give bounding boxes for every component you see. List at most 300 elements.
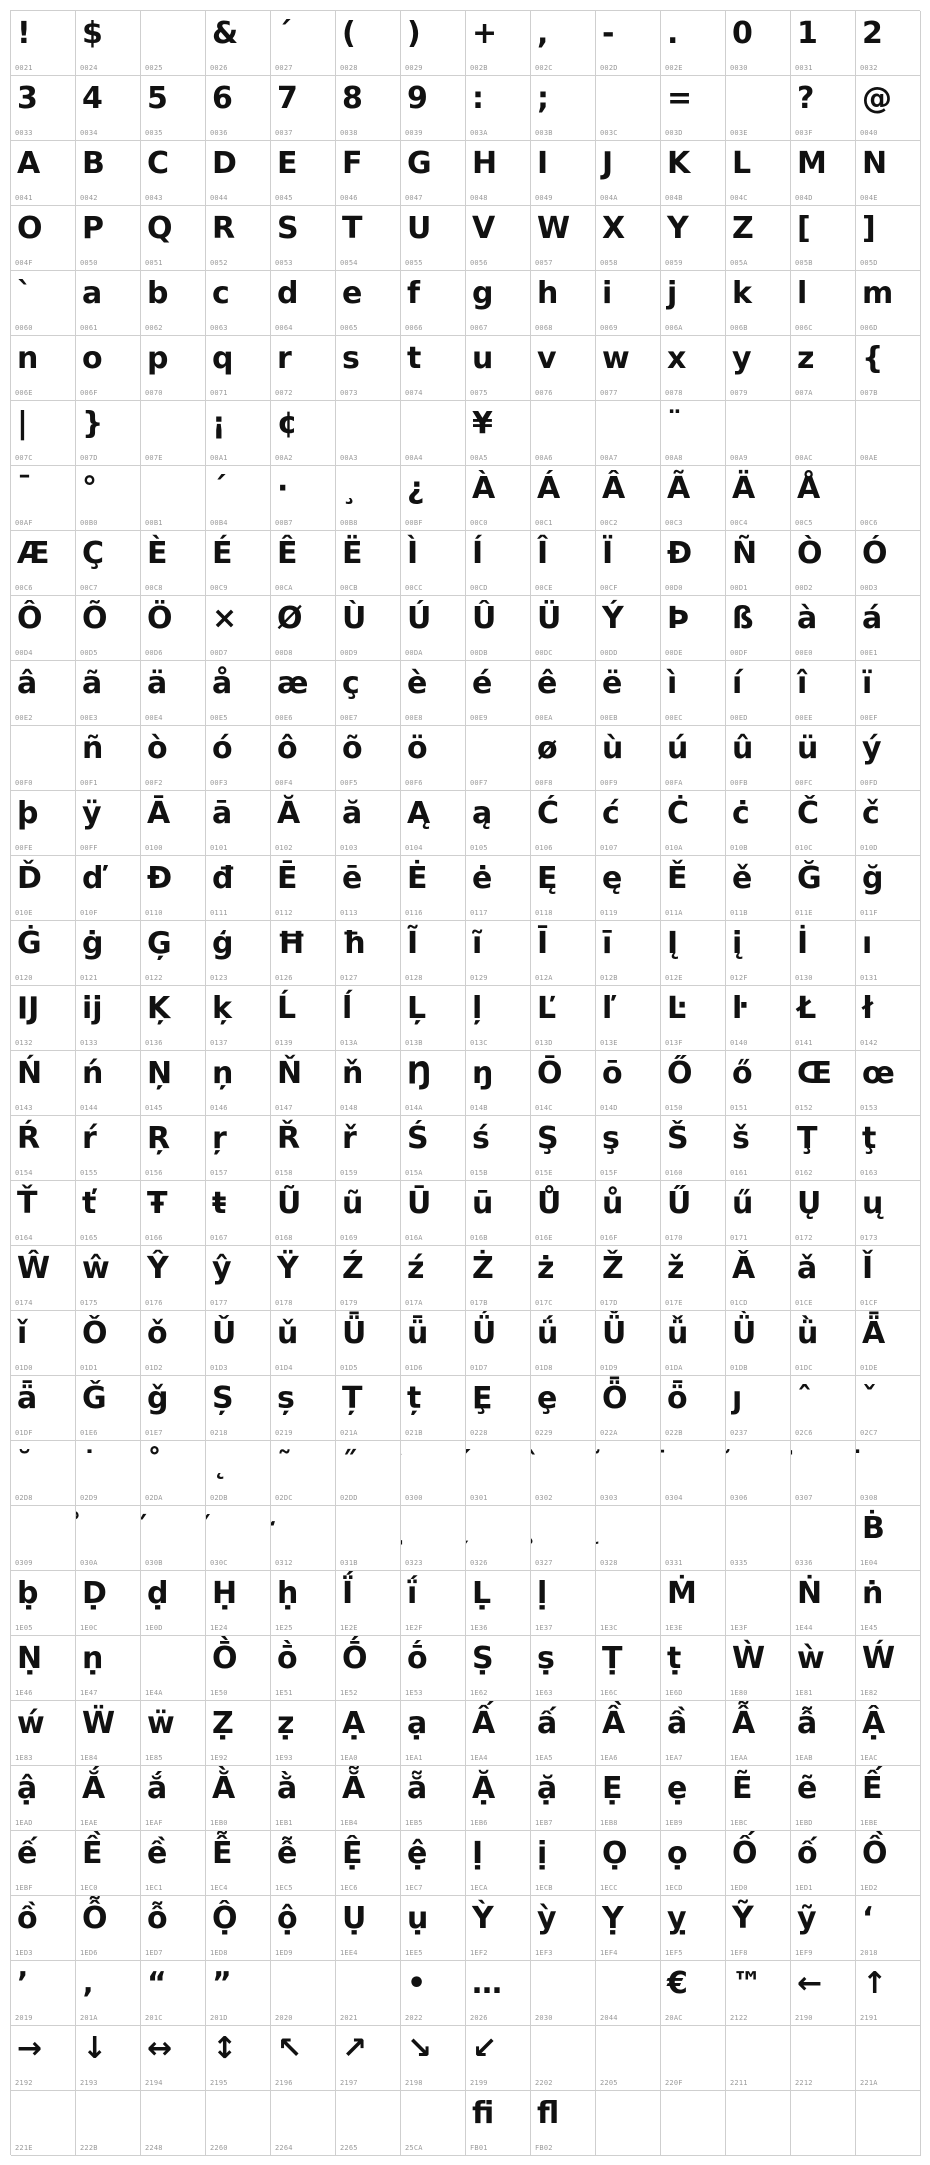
- glyph-codepoint: 1EB4: [340, 1819, 358, 1827]
- glyph-sample: M: [797, 146, 827, 181]
- glyph-cell: [856, 1961, 921, 2026]
- glyph-sample: Ǜ: [732, 1316, 757, 1351]
- glyph-codepoint: 005A: [730, 259, 748, 267]
- glyph-sample: 5: [147, 81, 168, 116]
- glyph-codepoint: 003B: [535, 129, 553, 137]
- glyph-cell: [726, 596, 791, 661]
- glyph-cell: [401, 1766, 466, 1831]
- glyph-codepoint: 0113: [340, 909, 358, 917]
- glyph-codepoint: 0073: [340, 389, 358, 397]
- glyph-cell: [76, 401, 141, 466]
- glyph-cell: [531, 1766, 596, 1831]
- glyph-codepoint: 0112: [275, 909, 293, 917]
- glyph-sample: ẽ: [797, 1771, 818, 1806]
- glyph-sample: ó: [212, 731, 233, 766]
- glyph-cell: [596, 531, 661, 596]
- glyph-sample: &: [212, 16, 239, 51]
- glyph-sample: ḷ: [537, 1576, 548, 1611]
- glyph-cell: [661, 401, 726, 466]
- glyph-codepoint: 0078: [665, 389, 683, 397]
- glyph-codepoint: 00C9: [210, 584, 228, 592]
- glyph-codepoint: 00DB: [470, 649, 488, 657]
- glyph-cell: [661, 76, 726, 141]
- glyph-codepoint: 220F: [665, 2079, 683, 2087]
- glyph-codepoint: 017D: [600, 1299, 618, 1307]
- glyph-cell: [661, 1636, 726, 1701]
- glyph-codepoint: 00DF: [730, 649, 748, 657]
- glyph-cell: [206, 986, 271, 1051]
- glyph-codepoint: 1EA7: [665, 1754, 683, 1762]
- glyph-sample: ê: [537, 666, 558, 701]
- glyph-codepoint: 1EB7: [535, 1819, 553, 1827]
- glyph-sample: ?: [797, 81, 815, 116]
- glyph-sample: Ḃ: [862, 1511, 885, 1546]
- glyph-sample: ħ: [342, 926, 366, 961]
- glyph-codepoint: 00EB: [600, 714, 618, 722]
- glyph-cell: [791, 1376, 856, 1441]
- glyph-sample: Ề: [82, 1836, 103, 1871]
- glyph-sample: ï: [862, 666, 873, 701]
- glyph-codepoint: 003C: [600, 129, 618, 137]
- glyph-codepoint: 0118: [535, 909, 553, 917]
- glyph-cell: [11, 1441, 76, 1506]
- glyph-cell: [596, 856, 661, 921]
- glyph-cell: [791, 596, 856, 661]
- glyph-codepoint: 013C: [470, 1039, 488, 1047]
- glyph-sample: Ā: [147, 796, 171, 831]
- glyph-cell: [661, 1831, 726, 1896]
- glyph-codepoint: 0028: [340, 64, 358, 72]
- glyph-cell: [76, 1571, 141, 1636]
- glyph-codepoint: 00D3: [860, 584, 878, 592]
- glyph-cell: [141, 856, 206, 921]
- glyph-codepoint: 2044: [600, 2014, 618, 2022]
- glyph-cell: [401, 1831, 466, 1896]
- glyph-cell: [271, 141, 336, 206]
- glyph-codepoint: 0046: [340, 194, 358, 202]
- glyph-codepoint: 0165: [80, 1234, 98, 1242]
- glyph-grid: [10, 10, 920, 2155]
- glyph-sample: …: [472, 1966, 502, 2001]
- glyph-codepoint: 2018: [860, 1949, 878, 1957]
- glyph-codepoint: 1E52: [340, 1689, 358, 1697]
- glyph-codepoint: 1EAF: [145, 1819, 163, 1827]
- glyph-codepoint: 02DB: [210, 1494, 228, 1502]
- glyph-codepoint: 1EC5: [275, 1884, 293, 1892]
- glyph-codepoint: 0136: [145, 1039, 163, 1047]
- glyph-sample: Ệ: [342, 1836, 363, 1871]
- glyph-cell: [11, 141, 76, 206]
- glyph-cell: [856, 1376, 921, 1441]
- glyph-codepoint: FB02: [535, 2144, 553, 2152]
- glyph-sample: Ē: [277, 861, 298, 896]
- glyph-sample: ´: [277, 16, 292, 51]
- glyph-codepoint: 0143: [15, 1104, 33, 1112]
- glyph-sample: Į: [667, 926, 679, 961]
- glyph-codepoint: 1ED6: [80, 1949, 98, 1957]
- glyph-cell: [791, 1636, 856, 1701]
- glyph-cell: [271, 1246, 336, 1311]
- glyph-cell: [726, 986, 791, 1051]
- glyph-codepoint: 00E4: [145, 714, 163, 722]
- glyph-sample: ṇ: [82, 1641, 104, 1676]
- glyph-codepoint: 0237: [730, 1429, 748, 1437]
- glyph-codepoint: 0107: [600, 844, 618, 852]
- glyph-cell: [726, 2026, 791, 2091]
- glyph-sample: ĳ: [82, 991, 103, 1026]
- glyph-codepoint: 1EA0: [340, 1754, 358, 1762]
- glyph-sample: Ṣ: [472, 1641, 494, 1676]
- glyph-codepoint: 0077: [600, 389, 618, 397]
- glyph-sample: ;: [537, 81, 549, 116]
- glyph-cell: [401, 1311, 466, 1376]
- glyph-cell: [596, 1051, 661, 1116]
- glyph-cell: [76, 1051, 141, 1116]
- glyph-codepoint: 00A7: [600, 454, 618, 462]
- glyph-codepoint: 2193: [80, 2079, 98, 2087]
- glyph-codepoint: 00F4: [275, 779, 293, 787]
- glyph-sample: Ģ: [147, 926, 172, 961]
- glyph-cell: [661, 141, 726, 206]
- glyph-sample: Ż: [472, 1251, 494, 1286]
- glyph-sample: ú: [667, 731, 689, 766]
- glyph-sample: Ắ: [82, 1771, 106, 1806]
- glyph-sample: Ķ: [147, 991, 171, 1026]
- glyph-cell: [596, 2026, 661, 2091]
- glyph-codepoint: 030C: [210, 1559, 228, 1567]
- glyph-sample: {: [862, 341, 884, 376]
- glyph-cell: [531, 466, 596, 531]
- glyph-sample: ẓ: [277, 1706, 295, 1741]
- glyph-cell: [76, 921, 141, 986]
- glyph-sample: l: [797, 276, 808, 311]
- glyph-cell: [856, 2091, 921, 2156]
- glyph-cell: [856, 596, 921, 661]
- glyph-codepoint: 1E37: [535, 1624, 553, 1632]
- glyph-cell: [141, 791, 206, 856]
- glyph-codepoint: 010A: [665, 844, 683, 852]
- glyph-codepoint: 1E62: [470, 1689, 488, 1697]
- glyph-codepoint: 0051: [145, 259, 163, 267]
- glyph-codepoint: 00B7: [275, 519, 293, 527]
- glyph-sample: ò: [147, 731, 168, 766]
- glyph-cell: [856, 336, 921, 401]
- glyph-cell: [141, 986, 206, 1051]
- glyph-cell: [76, 2091, 141, 2156]
- glyph-cell: [401, 11, 466, 76]
- glyph-codepoint: 0040: [860, 129, 878, 137]
- glyph-sample: İ: [797, 926, 809, 961]
- glyph-sample: ẫ: [797, 1706, 818, 1741]
- glyph-sample: Ã: [667, 471, 691, 506]
- glyph-sample: Ḍ: [82, 1576, 107, 1611]
- glyph-codepoint: 02C7: [860, 1429, 878, 1437]
- glyph-cell: [336, 1636, 401, 1701]
- glyph-cell: [791, 791, 856, 856]
- glyph-codepoint: 0307: [795, 1494, 813, 1502]
- glyph-sample: Ŋ: [407, 1056, 433, 1091]
- glyph-cell: [531, 1051, 596, 1116]
- glyph-cell: [11, 1831, 76, 1896]
- glyph-sample: õ: [342, 731, 363, 766]
- glyph-sample: }: [82, 406, 104, 441]
- glyph-codepoint: 012E: [665, 974, 683, 982]
- glyph-codepoint: 0050: [80, 259, 98, 267]
- glyph-cell: [141, 1766, 206, 1831]
- glyph-sample: ṓ: [407, 1641, 428, 1676]
- glyph-sample: ș: [277, 1381, 295, 1416]
- glyph-codepoint: 201A: [80, 2014, 98, 2022]
- glyph-codepoint: 1EAA: [730, 1754, 748, 1762]
- glyph-sample: É: [212, 536, 233, 571]
- glyph-cell: [596, 1636, 661, 1701]
- glyph-codepoint: 0032: [860, 64, 878, 72]
- glyph-sample: →: [17, 2031, 43, 2066]
- glyph-sample: Ǔ: [212, 1316, 237, 1351]
- glyph-sample: ǒ: [147, 1316, 168, 1351]
- glyph-sample: Ị: [472, 1836, 484, 1871]
- glyph-codepoint: 00E9: [470, 714, 488, 722]
- glyph-sample: Ĳ: [17, 991, 40, 1026]
- glyph-sample: ↑: [862, 1966, 888, 2001]
- glyph-cell: [726, 1311, 791, 1376]
- glyph-sample: Ṇ: [17, 1641, 43, 1676]
- glyph-cell: [726, 1116, 791, 1181]
- glyph-codepoint: 00EF: [860, 714, 878, 722]
- glyph-cell: [206, 2026, 271, 2091]
- glyph-sample: î: [797, 666, 808, 701]
- glyph-cell: [856, 726, 921, 791]
- glyph-sample: @: [862, 81, 892, 116]
- glyph-sample: w: [602, 341, 630, 376]
- glyph-cell: [271, 661, 336, 726]
- glyph-cell: [661, 1896, 726, 1961]
- glyph-sample: Ť: [17, 1186, 38, 1221]
- glyph-cell: [336, 466, 401, 531]
- glyph-sample: c: [212, 276, 230, 311]
- glyph-cell: [661, 1701, 726, 1766]
- glyph-sample: ŷ: [212, 1251, 232, 1286]
- glyph-cell: [401, 986, 466, 1051]
- glyph-codepoint: 0228: [470, 1429, 488, 1437]
- glyph-cell: [791, 1441, 856, 1506]
- glyph-cell: [11, 1311, 76, 1376]
- glyph-sample: â: [17, 666, 38, 701]
- glyph-cell: [206, 76, 271, 141]
- glyph-cell: [466, 401, 531, 466]
- glyph-cell: [141, 1636, 206, 1701]
- glyph-cell: [76, 76, 141, 141]
- glyph-codepoint: 01D7: [470, 1364, 488, 1372]
- glyph-codepoint: 0101: [210, 844, 228, 852]
- glyph-sample: ă: [342, 796, 363, 831]
- glyph-cell: [791, 466, 856, 531]
- glyph-cell: [76, 661, 141, 726]
- glyph-cell: [11, 401, 76, 466]
- glyph-cell: [726, 11, 791, 76]
- glyph-codepoint: 1EF5: [665, 1949, 683, 1957]
- glyph-cell: [531, 1961, 596, 2026]
- glyph-codepoint: 0045: [275, 194, 293, 202]
- glyph-codepoint: 01CD: [730, 1299, 748, 1307]
- glyph-cell: [726, 2091, 791, 2156]
- glyph-sample: ™: [732, 1966, 762, 2001]
- glyph-codepoint: 01CF: [860, 1299, 878, 1307]
- glyph-codepoint: 1E44: [795, 1624, 813, 1632]
- glyph-sample: .: [667, 16, 679, 51]
- glyph-sample: ˛: [212, 1446, 227, 1481]
- glyph-sample: E: [277, 146, 298, 181]
- glyph-sample: Ý: [602, 601, 624, 636]
- glyph-cell: [596, 1896, 661, 1961]
- glyph-codepoint: 00FC: [795, 779, 813, 787]
- glyph-sample: ṅ: [862, 1576, 884, 1611]
- glyph-sample: Ḯ: [342, 1576, 354, 1611]
- glyph-cell: [401, 2026, 466, 2091]
- glyph-codepoint: 01CE: [795, 1299, 813, 1307]
- glyph-codepoint: 006D: [860, 324, 878, 332]
- glyph-codepoint: 1EB6: [470, 1819, 488, 1827]
- glyph-sample: Ầ: [602, 1706, 626, 1741]
- glyph-sample: Ḷ: [472, 1576, 492, 1611]
- glyph-codepoint: 00D2: [795, 584, 813, 592]
- glyph-sample: ): [407, 16, 421, 51]
- glyph-cell: [336, 986, 401, 1051]
- glyph-codepoint: 2265: [340, 2144, 358, 2152]
- glyph-codepoint: 003F: [795, 129, 813, 137]
- glyph-cell: [141, 531, 206, 596]
- glyph-codepoint: 0306: [730, 1494, 748, 1502]
- glyph-sample: Ś: [407, 1121, 429, 1156]
- glyph-codepoint: 00CD: [470, 584, 488, 592]
- glyph-codepoint: 0105: [470, 844, 488, 852]
- glyph-sample: þ: [17, 796, 39, 831]
- glyph-codepoint: 0071: [210, 389, 228, 397]
- glyph-cell: [856, 661, 921, 726]
- glyph-cell: [531, 1701, 596, 1766]
- glyph-sample: ǐ: [17, 1316, 28, 1351]
- glyph-cell: [791, 661, 856, 726]
- glyph-cell: [531, 336, 596, 401]
- glyph-cell: [11, 791, 76, 856]
- glyph-sample: Ğ: [797, 861, 822, 896]
- glyph-cell: [531, 11, 596, 76]
- glyph-cell: [206, 726, 271, 791]
- glyph-cell: [531, 661, 596, 726]
- glyph-sample: Ļ: [407, 991, 427, 1026]
- glyph-cell: [596, 206, 661, 271]
- glyph-codepoint: 0151: [730, 1104, 748, 1112]
- glyph-cell: [76, 1506, 141, 1571]
- glyph-codepoint: 01D3: [210, 1364, 228, 1372]
- glyph-cell: [141, 1896, 206, 1961]
- glyph-cell: [466, 661, 531, 726]
- glyph-cell: [791, 1896, 856, 1961]
- glyph-codepoint: 015A: [405, 1169, 423, 1177]
- glyph-sample: Ų: [797, 1186, 822, 1221]
- glyph-cell: [856, 76, 921, 141]
- glyph-codepoint: 0170: [665, 1234, 683, 1242]
- glyph-sample: Ế: [862, 1771, 883, 1806]
- glyph-sample: Ġ: [17, 926, 42, 961]
- glyph-codepoint: 0148: [340, 1104, 358, 1112]
- glyph-codepoint: 2194: [145, 2079, 163, 2087]
- glyph-cell: [661, 466, 726, 531]
- glyph-codepoint: 021A: [340, 1429, 358, 1437]
- glyph-codepoint: 0059: [665, 259, 683, 267]
- glyph-cell: [401, 336, 466, 401]
- glyph-cell: [401, 271, 466, 336]
- glyph-codepoint: 1EC7: [405, 1884, 423, 1892]
- glyph-cell: [791, 2091, 856, 2156]
- glyph-cell: [856, 1636, 921, 1701]
- glyph-sample: ė: [472, 861, 493, 896]
- glyph-codepoint: 0044: [210, 194, 228, 202]
- glyph-codepoint: 0301: [470, 1494, 488, 1502]
- glyph-codepoint: 0173: [860, 1234, 878, 1242]
- glyph-codepoint: 0123: [210, 974, 228, 982]
- glyph-codepoint: 030B: [145, 1559, 163, 1567]
- glyph-cell: [596, 271, 661, 336]
- glyph-cell: [11, 1701, 76, 1766]
- glyph-sample: Ǚ: [602, 1316, 627, 1351]
- glyph-cell: [466, 1116, 531, 1181]
- glyph-sample: Ş: [537, 1121, 559, 1156]
- glyph-sample: ×: [212, 601, 238, 636]
- glyph-codepoint: 0175: [80, 1299, 98, 1307]
- glyph-codepoint: 1EA5: [535, 1754, 553, 1762]
- glyph-codepoint: 016E: [535, 1234, 553, 1242]
- glyph-codepoint: 0328: [600, 1559, 618, 1567]
- glyph-codepoint: 00DD: [600, 649, 618, 657]
- glyph-cell: [141, 76, 206, 141]
- glyph-cell: [856, 856, 921, 921]
- glyph-cell: [401, 141, 466, 206]
- glyph-codepoint: 1E05: [15, 1624, 33, 1632]
- glyph-codepoint: 2211: [730, 2079, 748, 2087]
- glyph-cell: [726, 76, 791, 141]
- glyph-cell: [76, 596, 141, 661]
- glyph-cell: [726, 1766, 791, 1831]
- glyph-cell: [856, 1311, 921, 1376]
- glyph-codepoint: 01DF: [15, 1429, 33, 1437]
- glyph-cell: [661, 1311, 726, 1376]
- glyph-sample: B: [82, 146, 105, 181]
- glyph-codepoint: 0119: [600, 909, 618, 917]
- glyph-cell: [401, 596, 466, 661]
- glyph-sample: ü: [797, 731, 819, 766]
- glyph-cell: [531, 2091, 596, 2156]
- glyph-sample: È: [147, 536, 168, 571]
- glyph-sample: Ễ: [212, 1836, 233, 1871]
- glyph-codepoint: 0064: [275, 324, 293, 332]
- glyph-sample: 4: [82, 81, 103, 116]
- glyph-sample: Q: [147, 211, 173, 246]
- glyph-codepoint: 00A2: [275, 454, 293, 462]
- glyph-codepoint: 0031: [795, 64, 813, 72]
- glyph-cell: [661, 271, 726, 336]
- glyph-codepoint: 1E0D: [145, 1624, 163, 1632]
- glyph-codepoint: 0100: [145, 844, 163, 852]
- glyph-codepoint: 00B0: [80, 519, 98, 527]
- glyph-codepoint: 012A: [535, 974, 553, 982]
- glyph-codepoint: 017A: [405, 1299, 423, 1307]
- glyph-codepoint: 02DD: [340, 1494, 358, 1502]
- glyph-cell: [401, 1181, 466, 1246]
- glyph-cell: [336, 1376, 401, 1441]
- glyph-cell: [791, 1961, 856, 2026]
- glyph-cell: [856, 986, 921, 1051]
